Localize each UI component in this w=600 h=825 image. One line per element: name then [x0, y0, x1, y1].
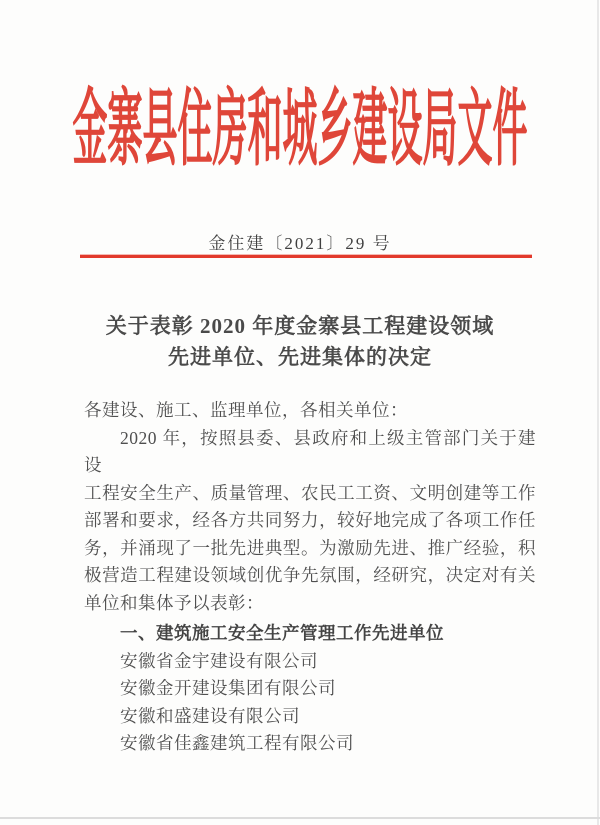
company-list-item: 安徽省佳鑫建筑工程有限公司 [120, 733, 354, 753]
scan-page-right-edge [597, 0, 599, 825]
document-title [0, 311, 600, 373]
company-list-item: 安徽省金宇建设有限公司 [120, 650, 318, 671]
body-line: 极营造工程建设领域创优争先氛围，经研究，决定对有关 [84, 565, 536, 585]
body-line: 务，并涌现了一批先进典型。为激励先进、推广经验，积 [84, 537, 536, 558]
body-line: 单位和集体予以表彰： [84, 592, 264, 613]
document-title-line-1: 关于表彰 2020 年度金寨县工程建设领域 [105, 314, 495, 338]
section-heading-advanced-units: 一、建筑施工安全生产管理工作先进单位 [120, 623, 444, 643]
body-line: 2020 年，按照县委、县政府和上级主管部门关于建设 [84, 427, 536, 475]
body-line: 部署和要求，经各方共同努力，较好地完成了各项工作任 [84, 510, 536, 530]
agency-masthead [0, 83, 600, 177]
company-list-item: 安徽金开建设集团有限公司 [120, 678, 336, 698]
salutation-line: 各建设、施工、监理单位，各相关单位： [84, 400, 408, 420]
body-line: 工程安全生产、质量管理、农民工工资、文明创建等工作 [84, 482, 536, 503]
document-title-line-2: 先进单位、先进集体的决定 [168, 345, 432, 369]
company-list-item: 安徽和盛建设有限公司 [120, 705, 300, 726]
agency-masthead-text: 金寨县住房和城乡建设局文件 [72, 83, 528, 177]
red-divider-rule [80, 255, 532, 258]
document-number: 金住建〔2021〕29 号 [208, 234, 392, 253]
scan-page-bottom-edge [0, 817, 600, 819]
document-body [84, 397, 536, 758]
